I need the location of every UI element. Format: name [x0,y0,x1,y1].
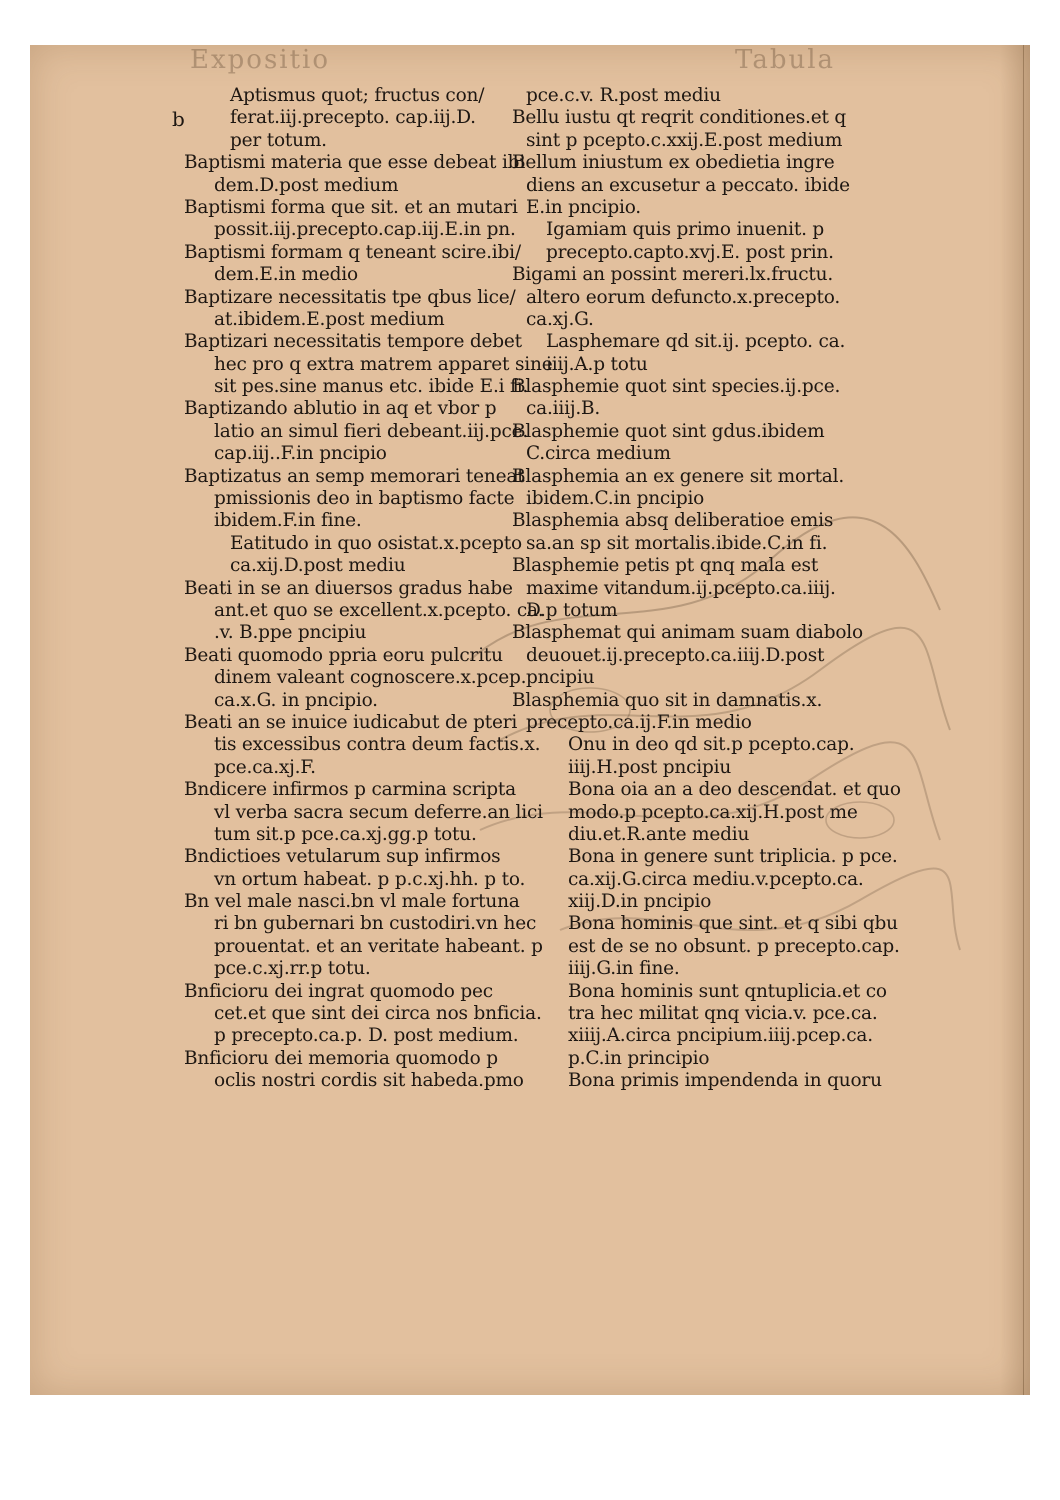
text-line: ant.et quo se excellent.x.pcepto. ca. [214,599,544,621]
text-line: xiiij.A.circa pncipium.iiij.pcep.ca. [568,1025,873,1047]
text-line: Bona oia an a deo descendat. et quo [568,779,901,801]
text-line: Bellu iustu qt reqrit conditiones.et q [512,107,846,129]
text-line: maxime vitandum.ij.pcepto.ca.iiij. [526,577,836,599]
text-line: .v. B.ppe pncipiu [214,622,367,644]
text-line: latio an simul fieri debeant.iij.pce. [214,420,529,442]
text-line: D.p totum [526,599,618,621]
text-line: Blasphemia an ex genere sit mortal. [512,465,845,487]
text-line: ca.xj.G. [526,308,594,330]
text-line: iiij.G.in fine. [568,958,680,980]
text-line: Beati an se inuice iudicabut de pteri [184,711,518,733]
text-line: Baptismi forma que sit. et an mutari [184,196,518,218]
text-line: Bnficioru dei memoria quomodo p [184,1047,498,1069]
text-line: Baptizatus an semp memorari teneat [184,465,525,487]
text-line: Blasphemia absq deliberatioe emis [512,510,834,532]
text-line: dinem valeant cognoscere.x.pcep. [214,667,527,689]
text-line: ca.iiij.B. [526,398,601,420]
text-line: altero eorum defuncto.x.precepto. [526,286,841,308]
text-line: pncipiu [526,667,595,689]
right-column [512,85,901,1093]
text-line: Eatitudo in quo osistat.x.pcepto [230,532,522,554]
text-line: Bona primis impendenda in quoru [568,1070,882,1092]
text-line: sa.an sp sit mortalis.ibide.C.in fi. [526,532,828,554]
left-column [150,85,553,1093]
text-line: Bigami an possint mereri.lx.fructu. [512,264,834,286]
page-edge-shadow [1000,45,1030,1395]
text-line: Bn vel male nasci.bn vl male fortuna [184,891,520,913]
text-line: pmissionis deo in baptismo facte [214,488,515,510]
text-line: iiij.H.post pncipiu [568,756,732,778]
text-line: ca.xij.D.post mediu [230,555,406,577]
text-line: dem.E.in medio [214,264,358,286]
text-line: Bndictioes vetularum sup infirmos [184,846,501,868]
text-line: ferat.iij.precepto. cap.iij.D. [230,107,476,129]
text-line: Blasphemie petis pt qnq mala est [512,555,819,577]
text-line: per totum. [230,129,327,151]
text-line: precepto.ca.ij.F.in medio [526,711,752,733]
text-line: hec pro q extra matrem apparet sine [214,353,553,375]
text-line: Baptizare necessitatis tpe qbus lice/ [184,286,516,308]
text-line: oclis nostri cordis sit habeda.pmo [214,1070,524,1092]
text-line: Baptismi formam q teneant scire.ibi/ [184,241,521,263]
text-line: vn ortum habeat. p p.c.xj.hh. p to. [214,868,526,890]
text-line: prouentat. et an veritate habeant. p [214,935,543,957]
margin-letter: b [172,107,185,131]
text-line: pce.c.xj.rr.p totu. [214,958,371,980]
text-line: Bona hominis sunt qntuplicia.et co [568,980,887,1002]
running-head-right: Tabula [735,45,836,75]
text-line: Beati quomodo ppria eoru pulcritu [184,644,503,666]
text-line: ibidem.F.in fine. [214,510,362,532]
text-line: iiij.A.p totu [546,353,648,375]
text-line: ca.xij.G.circa mediu.v.pcepto.ca. [568,868,864,890]
text-line: vl verba sacra secum deferre.an lici [214,801,543,823]
text-line: Beati in se an diuersos gradus habe [184,577,513,599]
text-line: precepto.capto.xvj.E. post prin. [546,241,834,263]
text-line: ri bn gubernari bn custodiri.vn hec [214,913,537,935]
text-line: ca.x.G. in pncipio. [214,689,378,711]
page-fold-line [1023,45,1024,1395]
text-line: at.ibidem.E.post medium [214,308,445,330]
text-line: Bona in genere sunt triplicia. p pce. [568,846,898,868]
text-line: sit pes.sine manus etc. ibide E.i fi. [214,376,529,398]
text-line: Bona hominis que sint. et q sibi qbu [568,913,898,935]
text-line: tum sit.p pce.ca.xj.gg.p totu. [214,823,477,845]
text-line: C.circa medium [526,443,671,465]
text-line: modo.p pcepto.ca.xij.H.post me [568,801,858,823]
text-line: ibidem.C.in pncipio [526,488,705,510]
text-line: Baptismi materia que esse debeat ibi [184,152,526,174]
text-line: cet.et que sint dei circa nos bnficia. [214,1003,542,1025]
running-head-left: Expositio [190,45,331,75]
text-line: sint p pcepto.c.xxij.E.post medium [526,129,843,151]
text-line: Bnficioru dei ingrat quomodo pec [184,980,493,1002]
text-line: dem.D.post medium [214,174,399,196]
text-line: Bndicere infirmos p carmina scripta [184,779,516,801]
text-line: Igamiam quis primo inuenit. p [546,219,825,241]
text-line: Baptizari necessitatis tempore debet [184,331,522,353]
text-line: Blasphemie quot sint species.ij.pce. [512,376,841,398]
text-line: Blasphemie quot sint gdus.ibidem [512,420,825,442]
text-line: Lasphemare qd sit.ij. pcepto. ca. [546,331,846,353]
text-line: tis excessibus contra deum factis.x. [214,734,541,756]
text-line: Blasphemat qui animam suam diabolo [512,622,863,644]
text-line: tra hec militat qnq vicia.v. pce.ca. [568,1003,878,1025]
text-line: possit.iij.precepto.cap.iij.E.in pn. [214,219,516,241]
text-line: p precepto.ca.p. D. post medium. [214,1025,519,1047]
text-line: Bellum iniustum ex obedietia ingre [512,152,835,174]
text-line: Aptismus quot; fructus con/ [230,85,485,106]
text-line: pce.c.v. R.post mediu [526,85,721,106]
text-line: cap.iij..F.in pncipio [214,443,387,465]
text-line: diu.et.R.ante mediu [568,823,750,845]
text-line: xiij.D.in pncipio [568,891,712,913]
text-line: p.C.in principio [568,1047,710,1069]
text-line: diens an excusetur a peccato. ibide [526,174,850,196]
text-line: E.in pncipio. [526,196,641,218]
text-line: est de se no obsunt. p precepto.cap. [568,935,900,957]
text-line: Baptizando ablutio in aq et vbor p [184,398,497,420]
text-line: deuouet.ij.precepto.ca.iiij.D.post [526,644,825,666]
text-line: Blasphemia quo sit in damnatis.x. [512,689,823,711]
text-line: Onu in deo qd sit.p pcepto.cap. [568,734,855,756]
text-line: pce.ca.xj.F. [214,756,316,778]
